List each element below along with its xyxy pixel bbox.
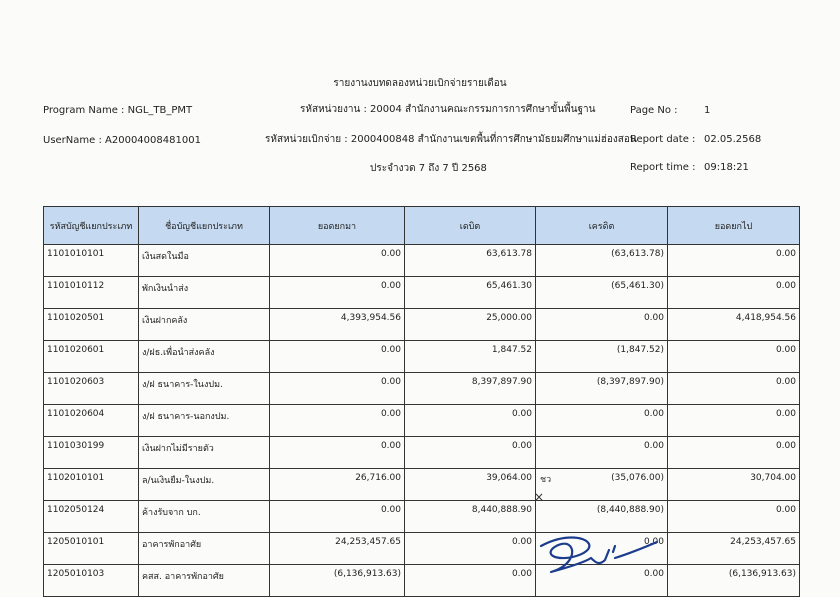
cell-opening-balance: 0.00 [270, 277, 405, 309]
cell-credit: 0.00 [536, 309, 668, 341]
cell-account-code: 1205010101 [44, 533, 139, 565]
cell-account-name: เงินสดในมือ [139, 245, 270, 277]
report-time-value: 09:18:21 [704, 162, 749, 173]
cell-closing-balance: 0.00 [668, 437, 800, 469]
cell-account-code: 1205010103 [44, 565, 139, 597]
cell-debit: 0.00 [405, 405, 536, 437]
disbursing-unit-line: รหัสหน่วยเบิกจ่าย : 2000400848 สำนักงานเขตพื้นที่การศึกษามัธยมศึกษาแม่ฮ่องสอน [265, 134, 637, 145]
cell-debit: 8,397,897.90 [405, 373, 536, 405]
cell-debit: 65,461.30 [405, 277, 536, 309]
cell-account-name: เงินฝากไม่มีรายตัว [139, 437, 270, 469]
table-row [44, 565, 800, 597]
cell-opening-balance: 4,393,954.56 [270, 309, 405, 341]
cell-debit: 8,440,888.90 [405, 501, 536, 533]
cell-credit: (63,613.78) [536, 245, 668, 277]
cell-opening-balance: 26,716.00 [270, 469, 405, 501]
cell-closing-balance: 0.00 [668, 341, 800, 373]
table-row [44, 469, 800, 501]
report-title: รายงานงบทดลองหน่วยเบิกจ่ายรายเดือน [333, 78, 507, 89]
col-header-closing-balance: ยอดยกไป [668, 207, 800, 245]
page-no-label: Page No : [630, 105, 678, 116]
cell-account-code: 1101010101 [44, 245, 139, 277]
cell-debit: 25,000.00 [405, 309, 536, 341]
table-row [44, 277, 800, 309]
cell-closing-balance: 0.00 [668, 245, 800, 277]
cell-account-name: คสส. อาคารพักอาศัย [139, 565, 270, 597]
cell-opening-balance: 24,253,457.65 [270, 533, 405, 565]
cell-opening-balance: 0.00 [270, 245, 405, 277]
cell-credit: 0.00 [536, 437, 668, 469]
cell-account-name: เงินฝากคลัง [139, 309, 270, 341]
cell-credit: 0.00 [536, 405, 668, 437]
cell-credit: (8,397,897.90) [536, 373, 668, 405]
cell-closing-balance: 0.00 [668, 405, 800, 437]
trial-balance-table [43, 206, 800, 597]
cell-closing-balance: 0.00 [668, 277, 800, 309]
cell-opening-balance: 0.00 [270, 373, 405, 405]
cell-account-name: ง/ฝธ.เพื่อนำส่งคลัง [139, 341, 270, 373]
cell-account-name: ง/ฝ ธนาคาร-ในงปม. [139, 373, 270, 405]
cell-debit: 0.00 [405, 533, 536, 565]
handwritten-cross: × [534, 490, 545, 504]
cell-credit: 0.00 [536, 533, 668, 565]
table-row [44, 245, 800, 277]
signature [533, 532, 663, 578]
cell-closing-balance: 24,253,457.65 [668, 533, 800, 565]
col-header-opening-balance: ยอดยกมา [270, 207, 405, 245]
cell-debit: 0.00 [405, 565, 536, 597]
cell-account-name: ง/ฝ ธนาคาร-นอกงปม. [139, 405, 270, 437]
cell-account-name: พักเงินนำส่ง [139, 277, 270, 309]
cell-opening-balance: (6,136,913.63) [270, 565, 405, 597]
col-header-debit: เดบิต [405, 207, 536, 245]
col-header-credit: เครดิต [536, 207, 668, 245]
cell-closing-balance: (6,136,913.63) [668, 565, 800, 597]
cell-opening-balance: 0.00 [270, 437, 405, 469]
page-no-value: 1 [704, 105, 711, 116]
cell-account-code: 1101020501 [44, 309, 139, 341]
col-header-account-name: ชื่อบัญชีแยกประเภท [139, 207, 270, 245]
cell-account-code: 1101020601 [44, 341, 139, 373]
table-row [44, 501, 800, 533]
cell-account-code: 1102050124 [44, 501, 139, 533]
cell-closing-balance: 0.00 [668, 373, 800, 405]
cell-account-code: 1102010101 [44, 469, 139, 501]
report-date-value: 02.05.2568 [704, 134, 762, 145]
program-name: Program Name : NGL_TB_PMT [43, 105, 193, 116]
handwritten-tick: ชว [540, 475, 552, 485]
cell-credit: (1,847.52) [536, 341, 668, 373]
cell-closing-balance: 0.00 [668, 501, 800, 533]
cell-debit: 0.00 [405, 437, 536, 469]
col-header-account-code: รหัสบัญชีแยกประเภท [44, 207, 139, 245]
table-header-row [44, 207, 800, 245]
cell-credit: (65,461.30) [536, 277, 668, 309]
cell-account-code: 1101010112 [44, 277, 139, 309]
cell-closing-balance: 4,418,954.56 [668, 309, 800, 341]
table-row [44, 533, 800, 565]
cell-account-code: 1101020603 [44, 373, 139, 405]
cell-credit: (35,076.00) [536, 469, 668, 501]
cell-debit: 39,064.00 [405, 469, 536, 501]
cell-opening-balance: 0.00 [270, 405, 405, 437]
cell-closing-balance: 30,704.00 [668, 469, 800, 501]
table-row [44, 341, 800, 373]
table-row [44, 405, 800, 437]
cell-account-name: อาคารพักอาศัย [139, 533, 270, 565]
cell-account-name: ค้างรับจาก บก. [139, 501, 270, 533]
table-row [44, 437, 800, 469]
cell-debit: 1,847.52 [405, 341, 536, 373]
cell-opening-balance: 0.00 [270, 501, 405, 533]
cell-account-code: 1101030199 [44, 437, 139, 469]
cell-credit: 0.00 [536, 565, 668, 597]
cell-debit: 63,613.78 [405, 245, 536, 277]
table-row [44, 373, 800, 405]
cell-credit: (8,440,888.90) [536, 501, 668, 533]
cell-account-name: ล/นเงินยืม-ในงปม. [139, 469, 270, 501]
agency-line: รหัสหน่วยงาน : 20004 สำนักงานคณะกรรมการการศึกษาขั้นพื้นฐาน [300, 104, 596, 115]
period-line: ประจำงวด 7 ถึง 7 ปี 2568 [370, 163, 487, 174]
report-date-label: Report date : [630, 134, 696, 145]
cell-opening-balance: 0.00 [270, 341, 405, 373]
table-row [44, 309, 800, 341]
report-time-label: Report time : [630, 162, 696, 173]
username: UserName : A20004008481001 [43, 135, 201, 146]
cell-account-code: 1101020604 [44, 405, 139, 437]
